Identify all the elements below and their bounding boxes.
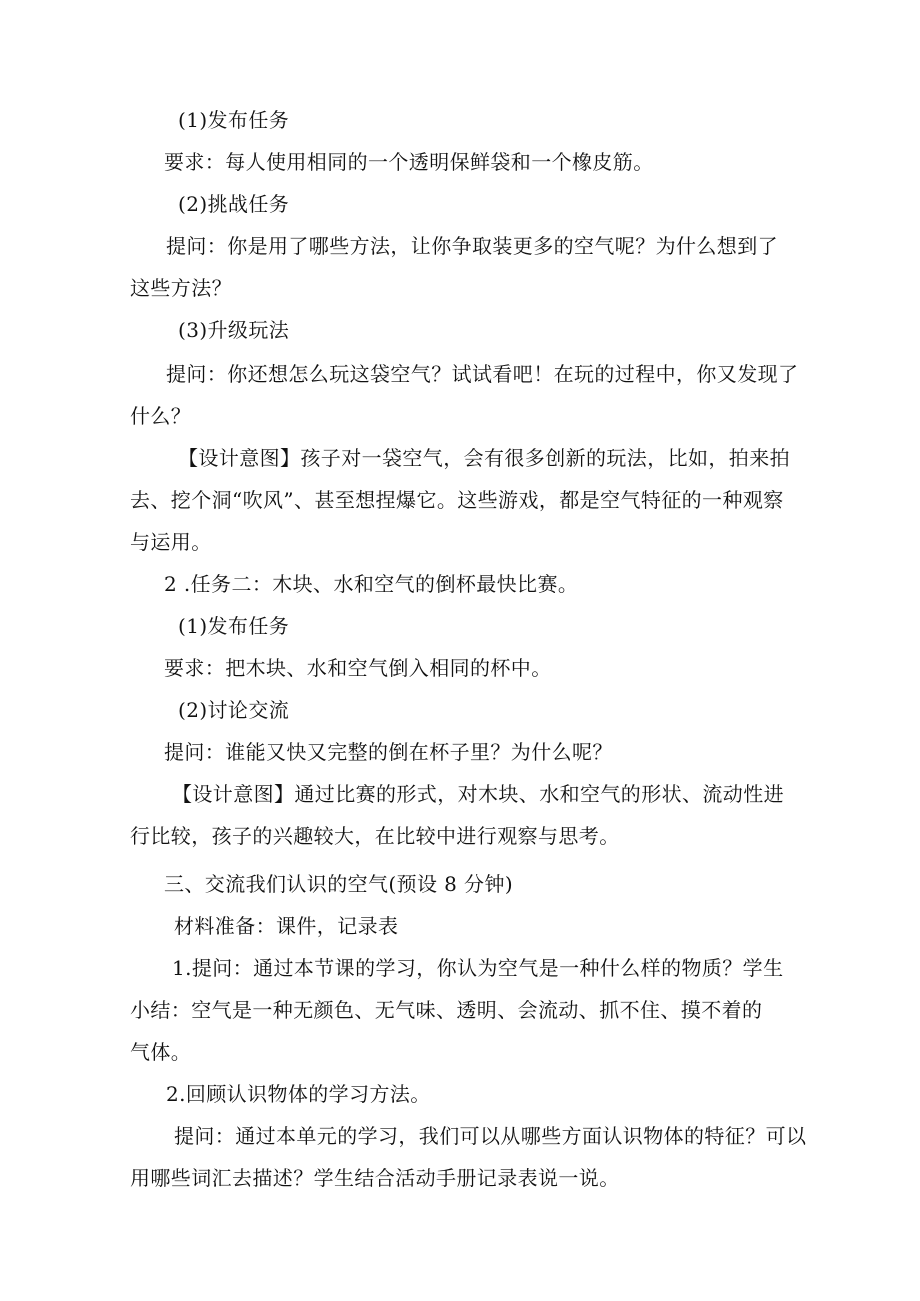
- paragraph-requirement: 要求：把木块、水和空气倒入相同的杯中。: [164, 656, 552, 680]
- paragraph-question-one: 1.提问：通过本节课的学习，你认为空气是一种什么样的物质？学生: [172, 956, 784, 980]
- paragraph-materials: 材料准备：课件，记录表: [174, 914, 399, 938]
- paragraph-question: 提问：通过本单元的学习，我们可以从哪些方面认识物体的特征？可以: [174, 1124, 807, 1148]
- subheading-challenge-task: (2)挑战任务: [178, 192, 290, 216]
- paragraph-question-cont: 什么？: [130, 404, 192, 428]
- paragraph-requirement: 要求：每人使用相同的一个透明保鲜袋和一个橡皮筋。: [164, 150, 654, 174]
- paragraph-design-intent: 【设计意图】孩子对一袋空气，会有很多创新的玩法，比如，拍来拍: [178, 446, 790, 470]
- paragraph-question: 提问：你还想怎么玩这袋空气？试试看吧！在玩的过程中，你又发现了: [166, 362, 799, 386]
- subheading-publish-task: (1)发布任务: [178, 108, 290, 132]
- paragraph-question-cont: 这些方法？: [130, 276, 232, 300]
- paragraph-design-intent-cont: 行比较，孩子的兴趣较大，在比较中进行观察与思考。: [130, 824, 620, 848]
- subheading-publish-task: (1)发布任务: [178, 614, 290, 638]
- paragraph-question: 提问：你是用了哪些方法，让你争取装更多的空气呢？为什么想到了: [166, 234, 778, 258]
- paragraph-design-intent-cont: 与运用。: [130, 530, 212, 554]
- heading-task-two: 2 .任务二：木块、水和空气的倒杯最快比赛。: [164, 572, 579, 596]
- paragraph-design-intent: 【设计意图】通过比赛的形式，对木块、水和空气的形状、流动性进: [172, 782, 784, 806]
- paragraph-summary: 小结：空气是一种无颜色、无气味、透明、会流动、抓不住、摸不着的: [130, 998, 763, 1022]
- paragraph-summary-cont: 气体。: [130, 1040, 192, 1064]
- paragraph-question: 提问：谁能又快又完整的倒在杯子里？为什么呢？: [164, 740, 613, 764]
- paragraph-question-cont: 用哪些词汇去描述？学生结合活动手册记录表说一说。: [130, 1166, 620, 1190]
- section-heading-three: 三、交流我们认识的空气(预设 8 分钟): [164, 872, 514, 896]
- subheading-upgrade-play: (3)升级玩法: [178, 318, 290, 342]
- subheading-discussion: (2)讨论交流: [178, 698, 290, 722]
- heading-review-method: 2.回顾认识物体的学习方法。: [166, 1082, 431, 1106]
- paragraph-design-intent-cont: 去、挖个洞“吹风”、甚至想捏爆它。这些游戏，都是空气特征的一种观察: [130, 488, 784, 512]
